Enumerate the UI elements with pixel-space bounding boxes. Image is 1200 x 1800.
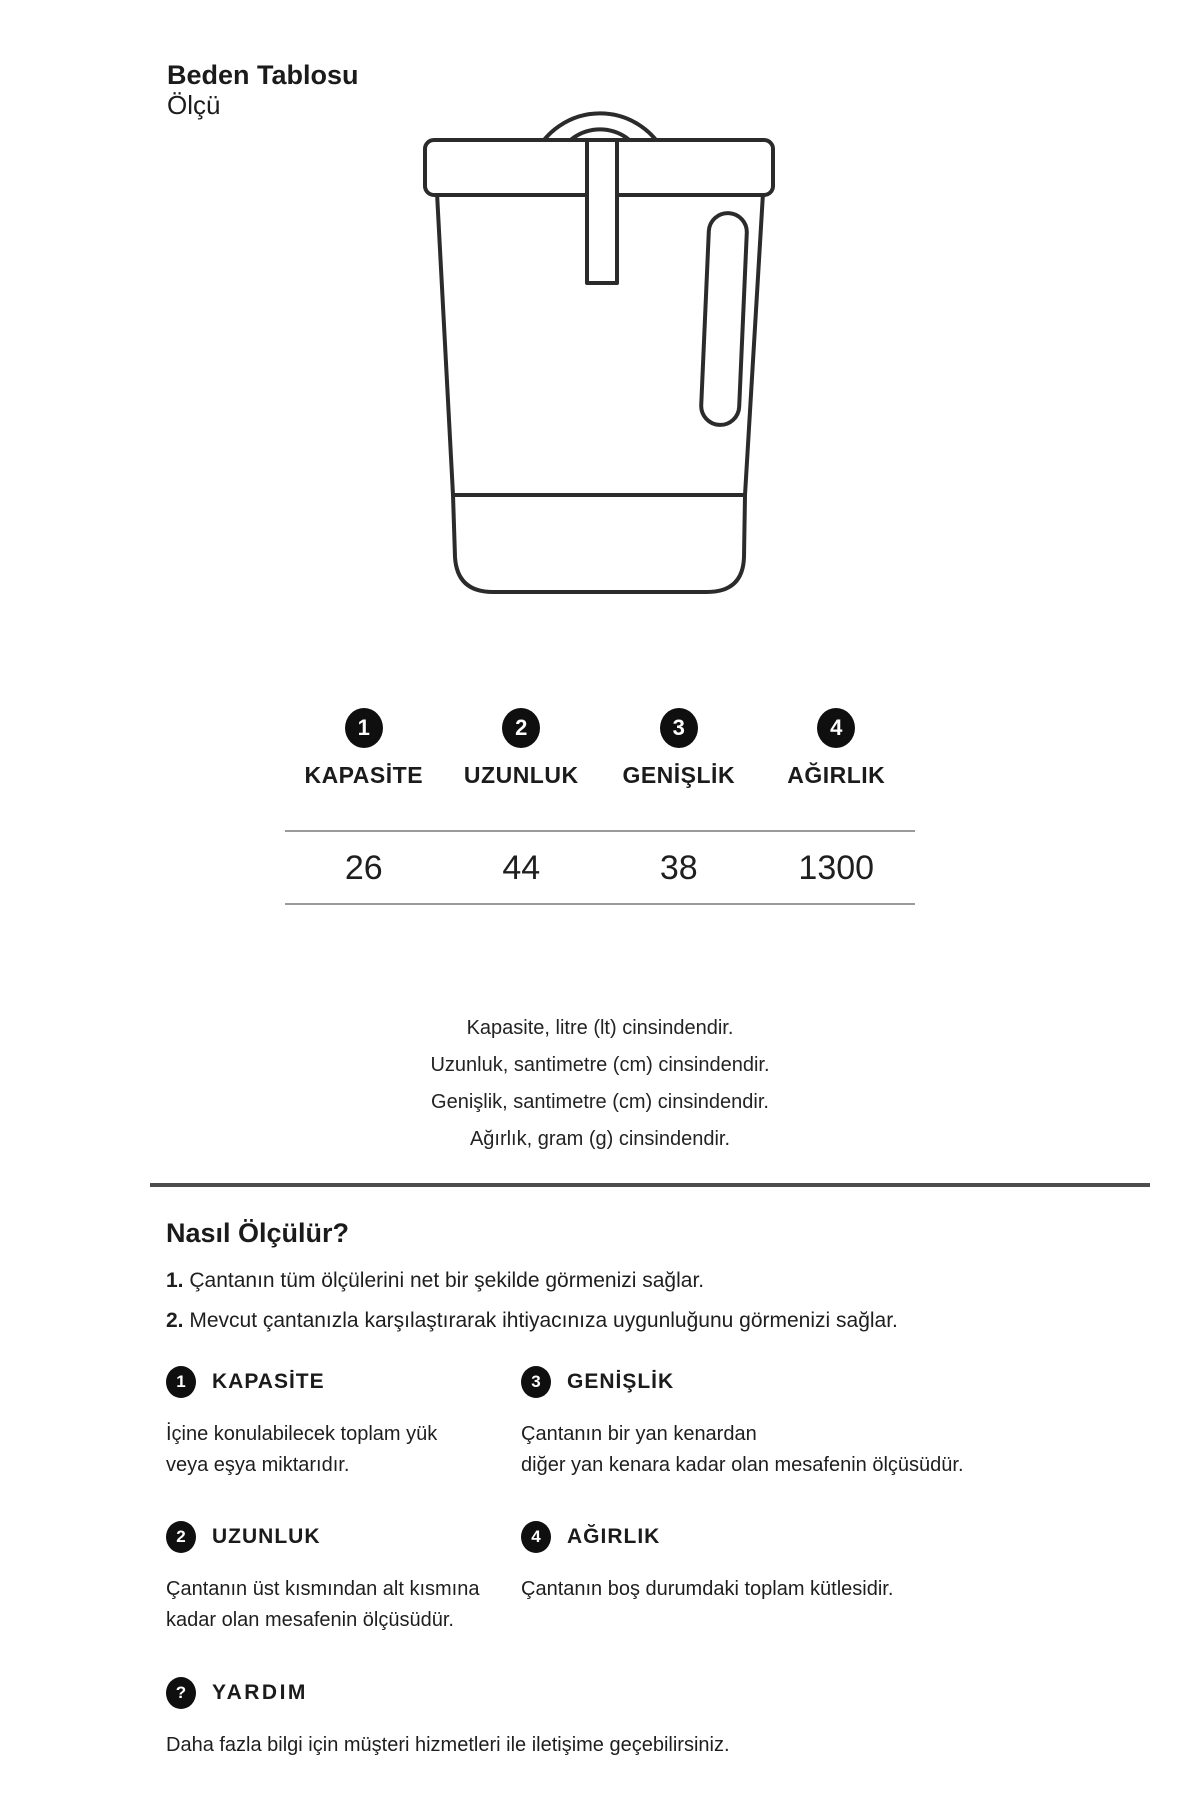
size-column-agirlik [758,708,916,789]
size-column-kapasite [285,708,443,789]
help-text: Daha fazla bilgi için müşteri hizmetleri ile iletişime geçebilirsiniz. [166,1734,730,1756]
column-label: KAPASİTE [304,762,424,788]
column-label: AĞIRLIK [787,762,886,788]
unit-notes [0,1010,1200,1158]
unit-note-genislik: Genişlik, santimetre (cm) cinsindendir. [431,1091,769,1113]
section-divider [150,1183,1150,1187]
bag-illustration-icon [405,95,785,605]
number-badge-4: 4 [521,1521,551,1553]
definition-label: GENİŞLİK [567,1370,675,1393]
size-table-value-row [285,849,915,888]
unit-note-agirlik: Ağırlık, gram (g) cinsindendir. [469,1128,731,1150]
definition-description: İçine konulabilecek toplam yük veya eşya miktarıdır. [166,1423,438,1476]
definition-description: Çantanın boş durumdaki toplam kütlesidir. [521,1578,894,1600]
number-badge-1: 1 [166,1366,196,1398]
definition-kapasite [166,1366,437,1481]
table-rule-top [285,830,915,832]
number-badge-1: 1 [345,708,383,748]
size-table-header-row [285,708,915,789]
page-header [167,60,359,120]
number-badge-3: 3 [660,708,698,748]
definition-uzunluk [166,1521,480,1636]
definition-label: UZUNLUK [212,1525,321,1548]
definition-label: AĞIRLIK [567,1525,661,1548]
help-section [166,1677,730,1757]
help-label: YARDIM [212,1681,308,1704]
column-label: UZUNLUK [463,762,579,788]
number-badge-4: 4 [817,708,855,748]
definition-description: Çantanın üst kısmından alt kısmına kadar olan mesafenin ölçüsüdür. [166,1578,480,1631]
unit-note-uzunluk: Uzunluk, santimetre (cm) cinsindendir. [430,1054,770,1076]
size-column-genislik [600,708,758,789]
definition-agirlik [521,1521,893,1605]
size-column-uzunluk [443,708,601,789]
size-value-agirlik: 1300 [798,849,875,887]
column-label: GENİŞLİK [622,762,736,788]
table-rule-bottom [285,903,915,905]
number-badge-2: 2 [502,708,540,748]
size-value-kapasite: 26 [344,849,383,887]
how-to-item-2: 2. Mevcut çantanızla karşılaştırarak ihtiyacınıza uygunluğunu görmenizi sağlar. [166,1309,898,1332]
definition-label: KAPASİTE [212,1370,325,1393]
page-title: Beden Tablosu [167,60,359,90]
definition-genislik [521,1366,964,1481]
question-mark-icon: ? [166,1677,196,1709]
how-to-measure-section [166,1218,898,1349]
bag-strap [587,140,617,283]
size-value-uzunluk: 44 [502,849,541,887]
number-badge-2: 2 [166,1521,196,1553]
how-to-measure-title: Nasıl Ölçülür? [166,1218,350,1248]
number-badge-3: 3 [521,1366,551,1398]
how-to-item-1: 1. Çantanın tüm ölçülerini net bir şekilde görmenizi sağlar. [166,1269,705,1292]
definition-description: Çantanın bir yan kenardan diğer yan kenara kadar olan mesafenin ölçüsüdür. [521,1423,964,1476]
page-subtitle: Ölçü [167,90,221,120]
size-value-genislik: 38 [659,849,698,887]
unit-note-kapasite: Kapasite, litre (lt) cinsindendir. [466,1017,734,1039]
